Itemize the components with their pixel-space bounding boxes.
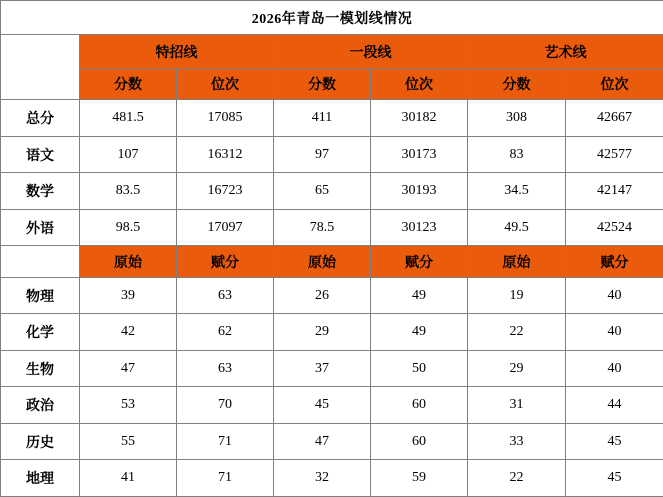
cell-value: 40 [566,277,663,314]
group-header-tier1: 一段线 [274,35,468,68]
cell-value: 34.5 [468,173,566,210]
table-row [1,209,663,246]
sub-header-score-1: 分数 [80,68,177,99]
cell-value: 47 [274,423,371,460]
group-header-row [1,35,663,68]
cell-value: 50 [371,350,468,387]
sub-header-rank-2: 位次 [371,68,468,99]
cell-value: 308 [468,100,566,137]
sub-header-score-2: 分数 [274,68,371,99]
cell-value: 16723 [177,173,274,210]
cell-value: 71 [177,460,274,497]
title-row [1,1,663,35]
row-label-chemistry: 化学 [1,314,80,351]
cell-value: 49 [371,277,468,314]
group-header-art: 艺术线 [468,35,663,68]
cell-value: 481.5 [80,100,177,137]
group-header-special: 特招线 [80,35,274,68]
cell-value: 62 [177,314,274,351]
row-label-biology: 生物 [1,350,80,387]
cell-value: 22 [468,460,566,497]
row-label-geography: 地理 [1,460,80,497]
cell-value: 42 [80,314,177,351]
row-label-politics: 政治 [1,387,80,424]
sub-header-rank-1: 位次 [177,68,274,99]
cell-value: 40 [566,314,663,351]
cell-value: 411 [274,100,371,137]
cell-value: 30123 [371,209,468,246]
cell-value: 63 [177,350,274,387]
table-corner-cell [1,35,80,100]
cell-value: 33 [468,423,566,460]
cell-value: 63 [177,277,274,314]
cell-value: 65 [274,173,371,210]
cell-value: 49 [371,314,468,351]
table-row [1,460,663,497]
cell-value: 45 [566,423,663,460]
table-row [1,173,663,210]
cell-value: 26 [274,277,371,314]
cell-value: 97 [274,136,371,173]
cell-value: 19 [468,277,566,314]
cell-value: 55 [80,423,177,460]
cell-value: 45 [566,460,663,497]
sub-header-rank-3: 位次 [566,68,663,99]
cell-value: 41 [80,460,177,497]
cell-value: 30182 [371,100,468,137]
cell-value: 30193 [371,173,468,210]
page-title: 2026年青岛一模划线情况 [1,1,663,35]
cell-value: 42147 [566,173,663,210]
sub-header-assigned-3: 赋分 [566,246,663,277]
table-row [1,100,663,137]
row-label-total: 总分 [1,100,80,137]
row-label-history: 历史 [1,423,80,460]
table-row [1,314,663,351]
sub-header-row-bottom [1,246,663,277]
cell-value: 22 [468,314,566,351]
table-row [1,277,663,314]
cell-value: 39 [80,277,177,314]
row-label-foreign-language: 外语 [1,209,80,246]
cell-value: 29 [468,350,566,387]
cell-value: 17085 [177,100,274,137]
cell-value: 60 [371,423,468,460]
cell-value: 78.5 [274,209,371,246]
cell-value: 44 [566,387,663,424]
sub-header-assigned-1: 赋分 [177,246,274,277]
sub-header-score-3: 分数 [468,68,566,99]
cell-value: 107 [80,136,177,173]
table-row [1,350,663,387]
cell-value: 83 [468,136,566,173]
row-label-math: 数学 [1,173,80,210]
cell-value: 49.5 [468,209,566,246]
cell-value: 70 [177,387,274,424]
cell-value: 98.5 [80,209,177,246]
cell-value: 42667 [566,100,663,137]
cell-value: 17097 [177,209,274,246]
cell-value: 83.5 [80,173,177,210]
cell-value: 60 [371,387,468,424]
table-row [1,423,663,460]
cell-value: 42577 [566,136,663,173]
cell-value: 37 [274,350,371,387]
table-row [1,387,663,424]
cell-value: 31 [468,387,566,424]
cell-value: 30173 [371,136,468,173]
row-label-physics: 物理 [1,277,80,314]
sub-header-raw-1: 原始 [80,246,177,277]
sub-header-row-top [1,68,663,99]
cell-value: 40 [566,350,663,387]
cell-value: 45 [274,387,371,424]
cell-value: 29 [274,314,371,351]
cell-value: 47 [80,350,177,387]
cell-value: 16312 [177,136,274,173]
table-corner-cell-lower [1,246,80,277]
sub-header-raw-2: 原始 [274,246,371,277]
row-label-chinese: 语文 [1,136,80,173]
cell-value: 53 [80,387,177,424]
cell-value: 71 [177,423,274,460]
cell-value: 59 [371,460,468,497]
cell-value: 32 [274,460,371,497]
cell-value: 42524 [566,209,663,246]
sub-header-raw-3: 原始 [468,246,566,277]
table-row [1,136,663,173]
sub-header-assigned-2: 赋分 [371,246,468,277]
